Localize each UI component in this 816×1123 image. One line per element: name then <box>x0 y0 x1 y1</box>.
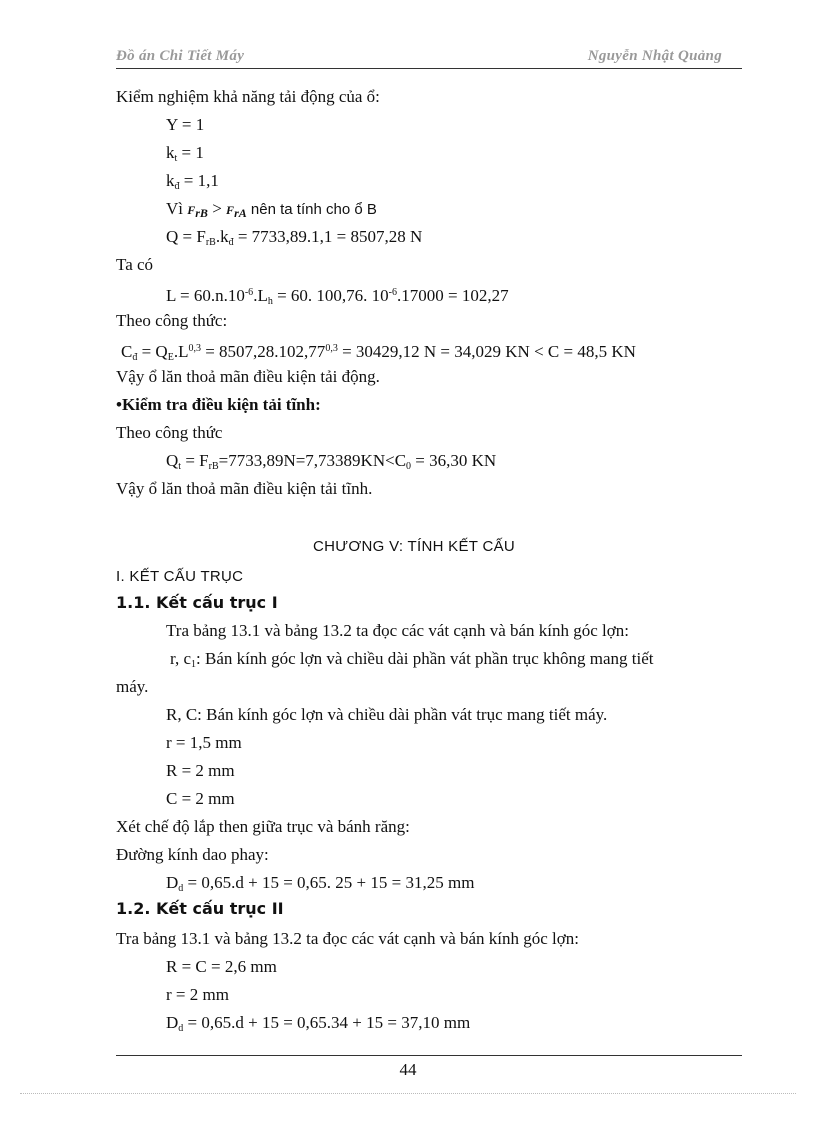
section-title: I. KẾT CẤU TRỤC <box>116 568 244 585</box>
text-line: $D_d = 0,65.d + 15 = 0,65$. 25 + 15 = 31,25 mm <box>166 873 475 894</box>
text-line: Kiểm nghiệm khả năng tải động của ổ: <box>116 87 380 106</box>
text-line: $k_đ = 1,1$ <box>166 171 219 192</box>
text-line: Vì $F_{rB} > F_{rA}$ nên ta tính cho ổ B <box>166 199 377 220</box>
page-edge-divider <box>20 1093 796 1094</box>
subsection-title: 1.2. Kết cấu trục II <box>116 899 284 918</box>
chapter-title: CHƯƠNG V: TÍNH KẾT CẤU <box>313 538 516 555</box>
text-line: r, $c_1$: Bán kính góc lợn và chiều dài phần vát phần trục không mang tiết <box>170 649 654 670</box>
text-line: $L = 60.n.10^{-6}.L_h = 60$. 100,76. $10^{-6}.17000 = 102,27$ <box>166 286 509 307</box>
page-number: 44 <box>399 1060 417 1079</box>
header-left: Đồ án Chi Tiết Máy <box>116 48 245 64</box>
text-line: $D_d = 0,65.d + 15 = 0,65.34 + 15 = 37,10$ mm <box>166 1013 471 1034</box>
text-line: Đường kính dao phay: <box>116 845 269 864</box>
page-header <box>116 46 742 69</box>
text-line: Xét chế độ lắp then giữa trục và bánh răng: <box>116 817 410 836</box>
text-line: Theo công thức: <box>116 311 228 330</box>
subsection-title: 1.1. Kết cấu trục I <box>116 593 278 612</box>
text-line: Ta có <box>116 255 154 274</box>
text-line: Vậy ổ lăn thoả mãn điều kiện tải tĩnh. <box>116 479 373 498</box>
text-line: máy. <box>116 677 149 696</box>
text-line: R, C: Bán kính góc lợn và chiều dài phần vát trục mang tiết máy. <box>166 705 608 724</box>
bold-heading: •Kiểm tra điều kiện tải tĩnh: <box>116 395 321 414</box>
formula-line: $C_đ = Q_E.L^{0,3} = 8507,28.102,77^{0,3} = 30429,12$ N = 34,029 KN < C = 48,5 KN <box>121 342 636 363</box>
footer-divider <box>116 1055 742 1056</box>
text-line: Tra bảng 13.1 và bảng 13.2 ta đọc các vát cạnh và bán kính góc lợn: <box>166 621 629 640</box>
text-line: r = 2 mm <box>166 985 229 1004</box>
text-line: R = 2 mm <box>166 761 235 780</box>
text-line: C = 2 mm <box>166 789 235 808</box>
text-line: Theo công thức <box>116 423 223 442</box>
text-line: Vậy ổ lăn thoả mãn điều kiện tải động. <box>116 367 380 386</box>
text-line: $Q_t = F_{rB}=7733,89N=7,73389KN<C_0 = 36,30$ KN <box>166 451 497 472</box>
text-line: R = C = 2,6 mm <box>166 957 277 976</box>
header-right: Nguyễn Nhật Quảng <box>587 48 722 64</box>
text-line: $Q = F_{rB}.k_đ = 7733,89.1,1 = 8507,28$ N <box>166 227 423 248</box>
text-line: Tra bảng 13.1 và bảng 13.2 ta đọc các vát cạnh và bán kính góc lợn: <box>116 929 579 948</box>
text-line: $k_t = 1$ <box>166 143 204 164</box>
text-line: r = 1,5 mm <box>166 733 242 752</box>
text-line: Y = 1 <box>166 115 205 134</box>
